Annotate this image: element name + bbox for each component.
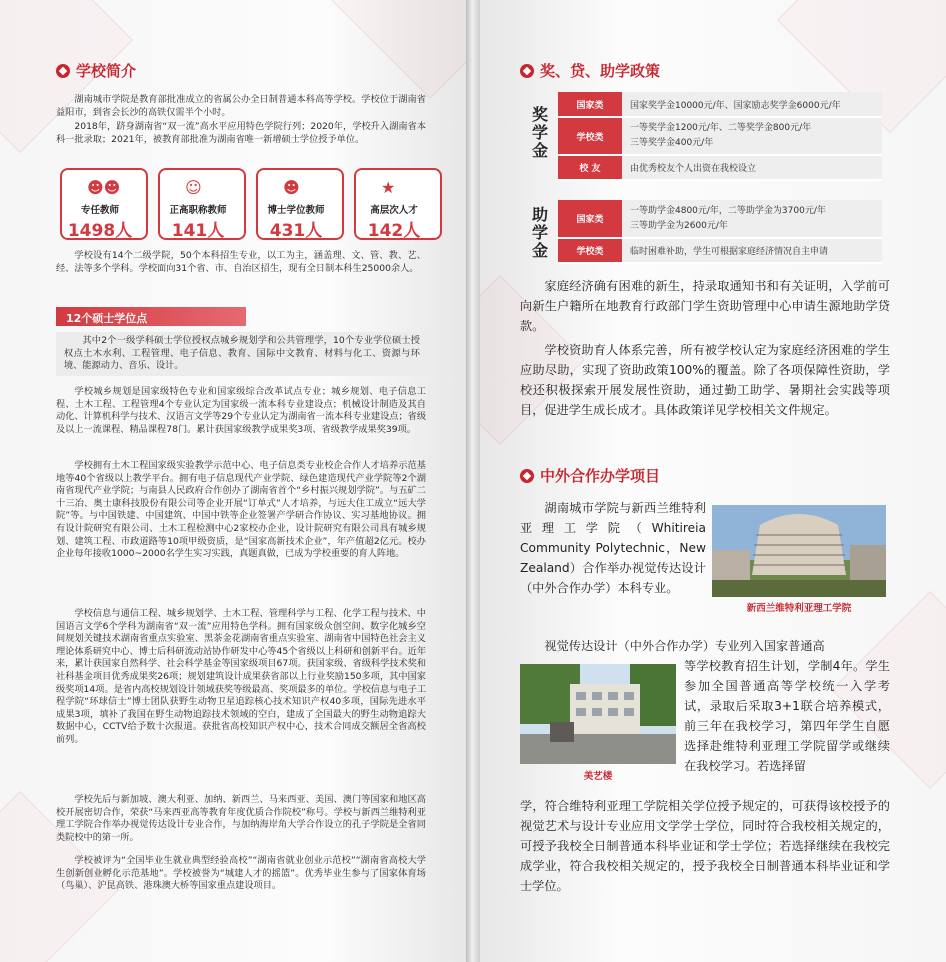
diamond-bullet-icon xyxy=(520,469,534,483)
table-row: 学校类 临时困难补助，学生可根据家庭经济情况自主申请 xyxy=(558,238,882,263)
right-page xyxy=(480,0,946,962)
decor-diamond xyxy=(331,0,466,99)
diamond-bullet-icon xyxy=(520,64,534,78)
coop-paragraph-2-line1: 视觉传达设计（中外合作办学）专业列入国家普通高 xyxy=(544,639,825,653)
stat-card: ☻ 博士学位教师 431人 xyxy=(248,168,344,242)
grant-label: 助学金 xyxy=(531,205,548,260)
intro-paragraph-1: 湖南城市学院是教育部批准成立的省属公办全日制普通本科高等学校。学校位于湖南省益阳市，到省会长沙的高铁仅需半个小时。 xyxy=(56,94,426,118)
stat-card: ☺ 正高职称教师 141人 xyxy=(150,168,246,242)
coop-paragraph-2-body: 等学校教育招生计划，学制4年。学生参加全国普通高等学校统一入学考试，录取后采取3+1联合培养模式，前三年在我校学习，第四年学生自愿选择赴维特利亚理工学院留学或继续在我校学习。若选择留 xyxy=(684,659,890,773)
loan-paragraph: 家庭经济确有困难的新生，持录取通知书和有关证明，入学前可向新生户籍所在地教育行政部门学生资助管理中心申请生源地助学贷款。 xyxy=(520,279,890,333)
table-row: 学校类 一等奖学金1200元/年、二等奖学金800元/年 三等奖学金400元/年 xyxy=(558,117,882,155)
stat-card: ★ 高层次人才 142人 xyxy=(346,168,442,242)
aid-system-paragraph: 学校资助育人体系完善，所有被学校认定为家庭经济困难的学生应助尽助，实现了资助政策100%的覆盖。除了各项保障性资助，学校还积极探索开展发展性资助，通过勤工助学、暑期社会实践等项目，促进学生成长成才。具体政策详见学校相关文件规定。 xyxy=(520,343,890,417)
left-page xyxy=(0,0,466,962)
doctor-group-icon: ☻ xyxy=(283,178,300,197)
table-row: 国家类 国家奖学金10000元/年、国家励志奖学金6000元/年 xyxy=(558,92,882,117)
section-title-aid: 奖、贷、助学政策 xyxy=(520,60,660,81)
table-row: 校 友 由优秀校友个人出资在我校设立 xyxy=(558,155,882,180)
master-degree-bar: 12个硕士学位点 xyxy=(56,307,246,326)
grant-table xyxy=(558,200,882,264)
paragraph-research: 学校信息与通信工程、城乡规划学、土木工程、管理科学与工程、化学工程与技术、中国语言文学6个学科为湖南省“双一流”应用特色学科。拥有国家级众创空间、数字化城乡空间规划关键技术湖南省重点实验室、黑茶金花湖南省重点实验室、湖南省中国特色社会主义理论体系研究中心、博士后科研流动站协作研发中心等45个省级以上科研和创新平台。近年来，累计获国家自然科学、社会科学基金等国家级项目67项。获国家级、省级科学技术奖和社科基金项目优秀成果奖26项；规划建筑设计成果获省部以上行业奖励150多项，其中国家级奖项14项。是省内高校规划设计领域获奖等级最高、奖项最多的单位。学校信息与电子工程学院“环球信士”博士团队获野生动物卫星追踪核心技术知识产权40多项，国际先进水平成果3项，填补了我国在野生动物追踪技术领域的空白，建成了全国最大的野生动物追踪大数据中心，CCTV给予数十次报道。获批省高校知识产权中心，技术合同成交额居全省高校前列。 xyxy=(56,608,427,745)
stat-card: ☻☻ 专任教师 1498人 xyxy=(52,168,148,242)
master-degree-note: 其中2个一级学科硕士学位授权点城乡规划学和公共管理学，10个专业学位硕士授权点土木水利、工程管理、电子信息、教育、国际中文教育、材料与化工、资源与环境、能源动力、音乐、设计。 xyxy=(64,335,420,372)
scholarship-table xyxy=(558,92,882,181)
coop-paragraph-2-end: 学，符合维特利亚理工学院相关学位授予规定的，可获得该校授予的视觉艺术与设计专业应用文学学士学位，同时符合我校相关规定的，可授予我校全日制普通本科毕业证和学士学位；若选择继续在我校完成学业，符合我校相关规定的，授予我校全日制普通本科毕业证和学士学位。 xyxy=(520,799,890,893)
book-gutter xyxy=(466,0,480,962)
intro-paragraph-2: 2018年，跻身湖南省“双一流”高水平应用特色学院行列；2020年，学校升入湖南省本科一批录取；2021年，被教育部批准为湖南省唯一新增硕士学位授予单位。 xyxy=(56,121,426,145)
photo-caption: 新西兰维特利亚理工学院 xyxy=(746,603,852,614)
coop-paragraph-1: 湖南城市学院与新西兰维特利亚理工学院（Whitireia Community Polytechnic，New Zealand）合作举办视觉传达设计（中外合作办学）本科专业。 xyxy=(520,501,706,595)
section-title-coop: 中外合作办学项目 xyxy=(520,465,660,486)
meiyi-building-photo xyxy=(520,664,676,764)
photo-caption: 美艺楼 xyxy=(583,771,613,782)
intro-paragraph-3: 学校设有14个二级学院，50个本科招生专业，以工为主，涵盖理、文、管、教、艺、经、法等多个学科。学校面向31个省、市、自治区招生，现有全日制本科生25000余人。 xyxy=(56,250,426,274)
paragraph-international: 学校先后与新加坡、澳大利亚、加纳、新西兰、马来西亚、美国、澳门等国家和地区高校开展密切合作，荣获“马来西亚高等教育年度优质合作院校”称号。学校与新西兰维特利亚理工学院合作举办视觉传达设计专业合作，与加纳海岸角大学合作设立的孔子学院是全省同类院校中的第一所。 xyxy=(56,794,426,843)
beehive-building-photo xyxy=(712,505,886,597)
diamond-bullet-icon xyxy=(56,64,70,78)
section-title-intro: 学校简介 xyxy=(56,60,136,81)
table-row: 国家类 一等助学金4800元/年，二等助学金为3700元/年 三等助学金为2600元/年 xyxy=(558,200,882,238)
scholarship-label: 奖学金 xyxy=(531,105,548,160)
paragraph-majors: 学校城乡规划是国家级特色专业和国家级综合改革试点专业；城乡规划、电子信息工程、土木工程、工程管理4个专业认定为国家级一流本科专业建设点；机械设计制造及其自动化、计算机科学与技术、汉语言文学等29个专业认定为湖南省一流本科专业建设点；省级及以上一流课程、精品课程78门。累计获国家级教学成果奖3项、省级教学成果奖39项。 xyxy=(56,386,427,435)
paragraph-platforms: 学校拥有土木工程国家级实验教学示范中心、电子信息类专业校企合作人才培养示范基地等40个省级以上教学平台。拥有电子信息现代产业学院、绿色建造现代产业学院等2个湖南省现代产业学院；与南县人民政府合作创办了湖南省首个“乡村振兴规划学院”。与五矿二十三冶、奥士康科技股份有限公司等企业开展“订单式”人才培养，与远大住工成立“远大学院”等。与中国铁建、中国建筑、中国中铁等企业签署产学研合作协议、实习基地协议。拥有设计院研究有限公司、土木工程检测中心2家校办企业，设计院研究有限公司具有城乡规划、建筑工程、市政道路等10项甲级资质，是“国家高新技术企业”，年产值超2亿元。校办企业每年接收1000~2000名学生实习实践，真题真做，已成为学校重要的育人阵地。 xyxy=(56,460,426,560)
professor-icon: ☺ xyxy=(185,178,202,197)
paragraph-honors: 学校被评为“全国毕业生就业典型经验高校”“湖南省就业创业示范校”“湖南省高校大学生创新创业孵化示范基地”。学校被誉为“城建人才的摇篮”。优秀毕业生参与了国家体育场（鸟巢）、沪昆高铁、港珠澳大桥等国家重点建设项目。 xyxy=(56,855,426,892)
talent-icon: ★ xyxy=(381,178,396,197)
teachers-icon: ☻☻ xyxy=(87,178,121,197)
